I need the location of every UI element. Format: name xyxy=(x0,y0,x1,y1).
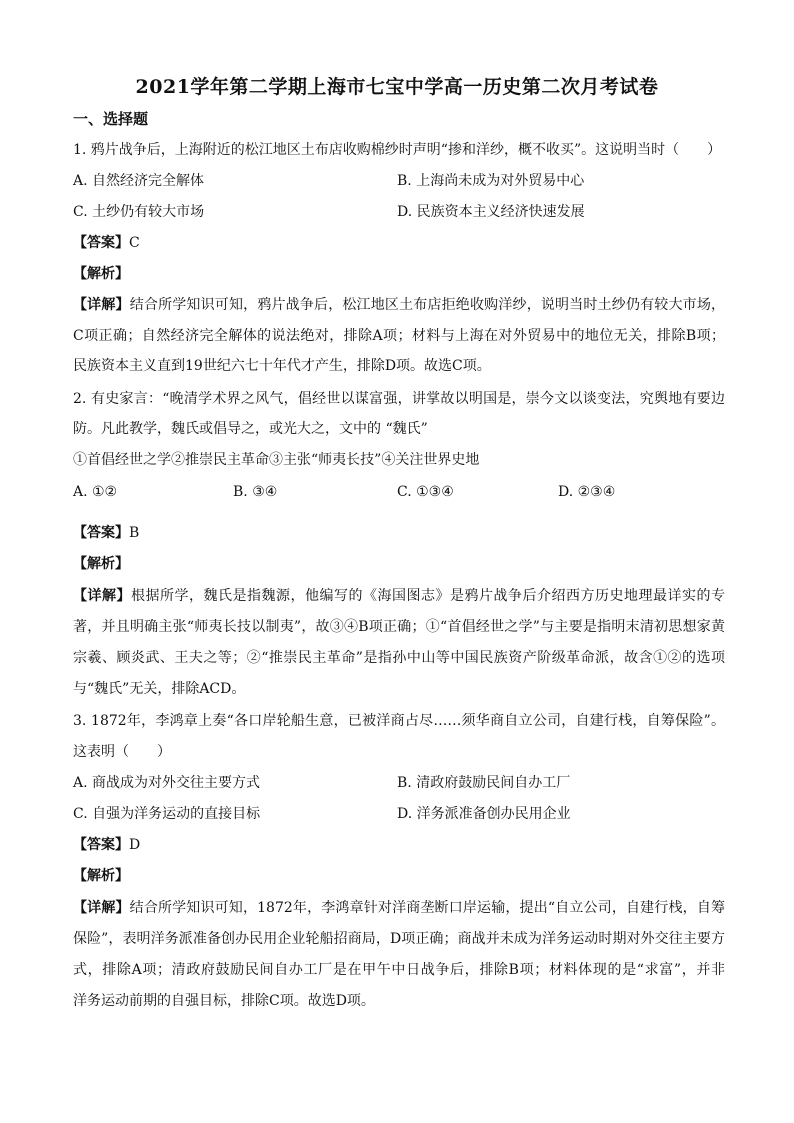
q2-stem-line-2: 防。凡此教学，魏氏或倡导之，或光大之，文中的 “魏氏” xyxy=(73,421,428,437)
q3-stem-line-1: 3. 1872年，李鸿章上奏“各口岸轮船生意，已被洋商占尽……须华商自立公司，自建行栈，自筹保险”。 xyxy=(73,713,725,729)
q2-detail-line-3: 宗羲、顾炎武、王夫之等；②“推崇民主革命”是指孙中山等中国民族资产阶级革命派，故含①②的选项 xyxy=(73,650,725,666)
q3-detail-text-1: 结合所学知识可知，1872年，李鸿章针对洋商垄断口岸运输，提出“自立公司，自建行栈，自筹 xyxy=(129,900,725,916)
q1-detail-text-1: 结合所学知识可知，鸦片战争后，松江地区土布店拒绝收购洋纱，说明当时土纱仍有较大市场， xyxy=(129,297,726,313)
q1-detail-line-3: 民族资本主义直到19世纪六七十年代才产生，排除D项。故选C项。 xyxy=(73,358,491,374)
q3-analysis-tag: 【解析】 xyxy=(73,868,129,884)
q3-option-c: C. 自强为洋务运动的直接目标 xyxy=(73,806,261,822)
q1-analysis-tag: 【解析】 xyxy=(73,266,129,282)
q2-detail-tag: 【详解】 xyxy=(73,588,131,604)
q3-detail-line-2: 保险”，表明洋务派准备创办民用企业轮船招商局，D项正确；商战并未成为洋务运动时期对外交往主要方 xyxy=(73,931,725,947)
q3-option-b: B. 清政府鼓励民间自办工厂 xyxy=(397,775,571,791)
q3-detail-tag: 【详解】 xyxy=(73,900,130,916)
q3-option-a: A. 商战成为对外交往主要方式 xyxy=(73,775,261,791)
q3-detail-line-4: 洋务运动前期的自强目标，排除C项。故选D项。 xyxy=(73,993,375,1009)
page-title: 2021学年第二学期上海市七宝中学高一历史第二次月考试卷 xyxy=(135,76,659,98)
q3-answer-tag: 【答案】 xyxy=(73,837,129,853)
q3-option-d: D. 洋务派准备创办民用企业 xyxy=(397,806,571,822)
q2-detail-text-1: 根据所学，魏氏是指魏源，他编写的《海国图志》是鸦片战争后介绍西方历史地理最详实的专 xyxy=(131,588,725,604)
q2-answer-value: B xyxy=(129,525,140,541)
q1-option-a: A. 自然经济完全解体 xyxy=(73,173,205,189)
q1-detail-line-2: C项正确；自然经济完全解体的说法绝对，排除A项；材料与上海在对外贸易中的地位无关，排除B项； xyxy=(73,328,725,344)
q3-answer xyxy=(73,835,140,855)
q3-detail-line-3: 式，排除A项；清政府鼓励民间自办工厂是在甲午中日战争后，排除B项；材料体现的是“求富”，并非 xyxy=(73,962,725,978)
q2-answer xyxy=(73,523,139,543)
q2-detail-line-1 xyxy=(73,586,725,606)
q1-option-b: B. 上海尚未成为对外贸易中心 xyxy=(397,173,585,189)
q1-answer-tag: 【答案】 xyxy=(73,235,129,251)
q1-option-c: C. 土纱仍有较大市场 xyxy=(73,204,205,220)
section-heading: 一、选择题 xyxy=(73,110,149,128)
q1-option-d: D. 民族资本主义经济快速发展 xyxy=(397,204,585,220)
q2-stem-line-1: 2. 有史家言：“晚清学术界之风气，倡经世以谋富强，讲掌故以明国是，崇今文以谈变法，究舆地有要边 xyxy=(73,391,725,407)
q2-answer-tag: 【答案】 xyxy=(73,525,129,541)
q3-detail-line-1 xyxy=(73,898,725,918)
q2-option-b: B. ③④ xyxy=(233,484,278,500)
q2-option-a: A. ①② xyxy=(73,484,118,500)
q1-answer-value: C xyxy=(129,235,140,251)
q1-answer xyxy=(73,233,140,253)
q2-analysis-tag: 【解析】 xyxy=(73,556,129,572)
q2-detail-line-4: 与“魏氏”无关，排除ACD。 xyxy=(73,681,246,697)
q2-detail-line-2: 著，并且明确主张“师夷长技以制夷”，故③④B项正确；①“首倡经世之学”与主要是指明末清初思想家黄 xyxy=(73,619,725,635)
q3-answer-value: D xyxy=(129,837,141,853)
q1-stem: 1. 鸦片战争后，上海附近的松江地区土布店收购棉纱时声明“掺和洋纱，概不收买”。这说明当时（ ） xyxy=(73,142,722,158)
q1-detail-line-1 xyxy=(73,295,725,315)
q2-option-c: C. ①③④ xyxy=(397,484,454,500)
q3-stem-line-2: 这表明（ ） xyxy=(73,744,171,760)
q2-option-d: D. ②③④ xyxy=(558,484,616,500)
q1-detail-tag: 【详解】 xyxy=(73,297,130,313)
q2-stem-line-3: ①首倡经世之学②推崇民主革命③主张“师夷长技”④关注世界史地 xyxy=(73,452,480,468)
